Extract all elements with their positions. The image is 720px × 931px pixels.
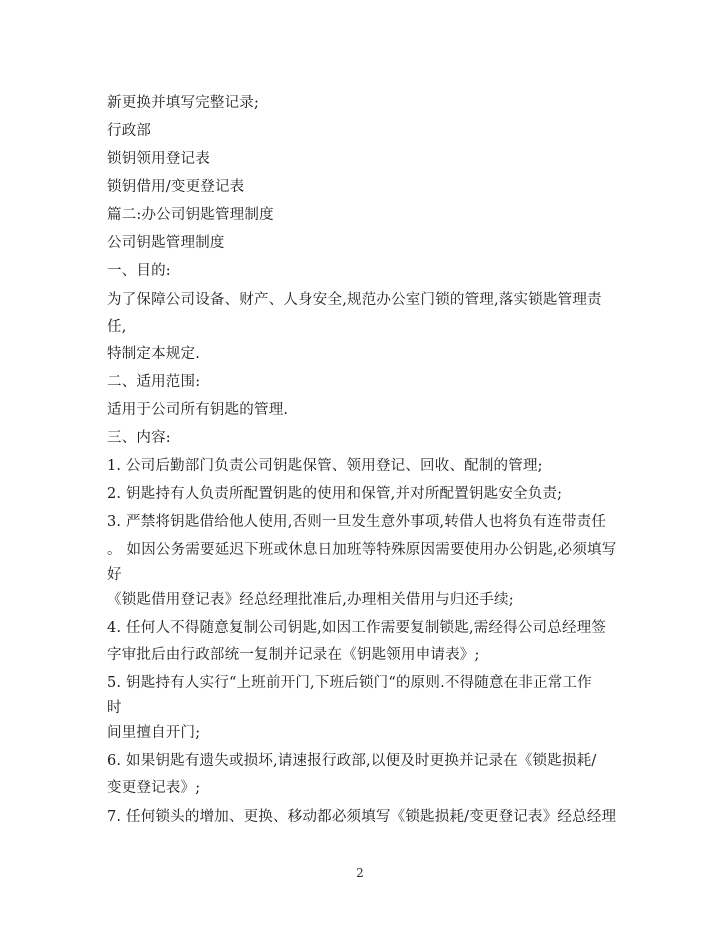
text-line: 锁钥借用/变更登记表 — [107, 179, 245, 195]
text-line: 。 如因公务需要延迟下班或休息日加班等特殊原因需要使用办公钥匙,必须填写 — [107, 542, 617, 558]
text-line: 锁钥领用登记表 — [107, 151, 210, 167]
text-line: 为了保障公司设备、财产、人身安全,规范办公室门锁的管理,落实锁匙管理责 — [107, 292, 602, 308]
text-line: 新更换并填写完整记录; — [107, 95, 260, 111]
list-item: 6. 如果钥匙有遗失或损坏,请速报行政部,以便及时更换并记录在《锁匙损耗/ — [107, 753, 597, 769]
list-item: 4. 任何人不得随意复制公司钥匙,如因工作需要复制锁匙,需经得公司总经理签 — [107, 620, 607, 636]
section-heading: 篇二:办公司钥匙管理制度 — [107, 207, 274, 223]
section-heading: 二、适用范围: — [107, 374, 201, 390]
text-line: 《锁匙借用登记表》经总经理批准后,办理相关借用与归还手续; — [107, 592, 514, 608]
text-line: 变更登记表》; — [107, 780, 201, 796]
list-item: 1. 公司后勤部门负责公司钥匙保管、领用登记、回收、配制的管理; — [107, 458, 543, 474]
text-line: 适用于公司所有钥匙的管理. — [107, 402, 289, 418]
section-heading: 一、目的: — [107, 263, 171, 279]
page-number: 2 — [356, 866, 364, 880]
text-line: 间里擅自开门; — [107, 725, 201, 741]
list-item: 2. 钥匙持有人负责所配置钥匙的使用和保管,并对所配置钥匙安全负责; — [107, 486, 563, 502]
text-line: 时 — [107, 700, 122, 716]
text-line: 任, — [107, 319, 127, 335]
list-item: 3. 严禁将钥匙借给他人使用,否则一旦发生意外事项,转借人也将负有连带责任 — [107, 514, 607, 530]
list-item: 7. 任何锁头的增加、更换、移动都必须填写《锁匙损耗/变更登记表》经总经理 — [107, 809, 617, 825]
text-line: 特制定本规定. — [107, 346, 201, 362]
section-heading: 三、内容: — [107, 430, 171, 446]
document-title: 公司钥匙管理制度 — [107, 235, 225, 251]
text-line: 行政部 — [107, 123, 152, 139]
list-item: 5. 钥匙持有人实行“上班前开门,下班后锁门“的原则.不得随意在非正常工作 — [107, 675, 592, 691]
text-line: 好 — [107, 567, 122, 583]
text-line: 字审批后由行政部统一复制并记录在《钥匙领用申请表》; — [107, 647, 480, 663]
